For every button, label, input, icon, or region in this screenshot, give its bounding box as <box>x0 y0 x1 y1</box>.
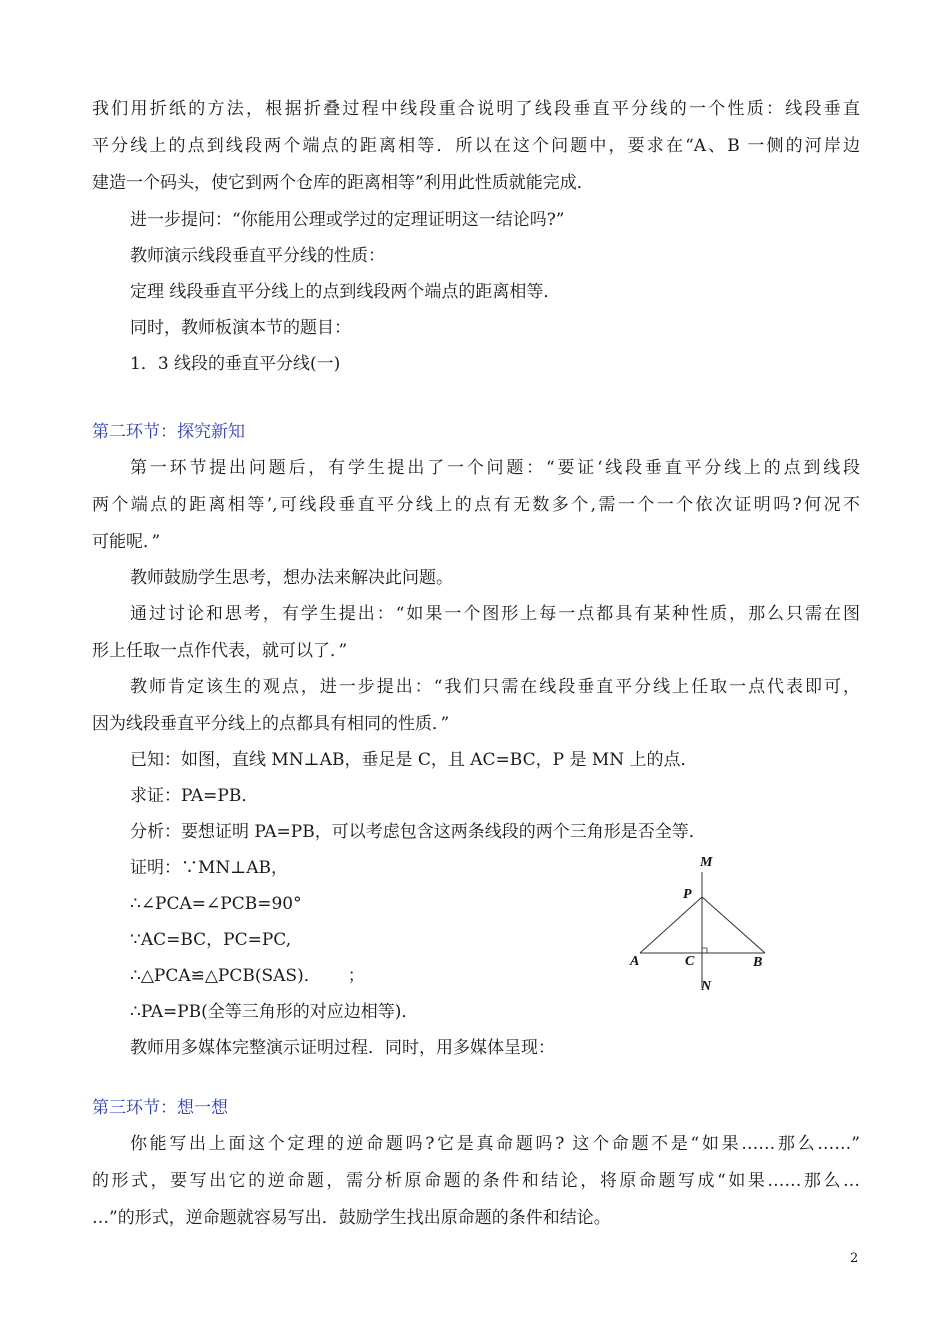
label-p: P <box>683 887 692 902</box>
converse-question-line: 的形式，要写出它的逆命题，需分析原命题的条件和结论，将原命题写成“如果……那么… <box>92 1171 860 1191</box>
proof-step: ∴∠PCA=∠PCB=90° <box>130 894 302 914</box>
intro-paragraph-line: 平分线上的点到线段两个端点的距离相等．所以在这个问题中，要求在“A、B 一侧的河岸边 <box>92 136 860 156</box>
analysis-statement: 分析：要想证明 PA=PB，可以考虑包含这两条线段的两个三角形是否全等． <box>130 822 706 842</box>
proof-step: 证明：∵MN⊥AB， <box>130 858 289 878</box>
label-n: N <box>701 979 712 994</box>
label-b: B <box>753 955 763 970</box>
section-3-heading: 第三环节：想一想 <box>92 1098 228 1118</box>
right-angle-mark <box>702 948 707 953</box>
section-title: 1．3 线段的垂直平分线(一) <box>130 354 341 374</box>
student-question-line: 第一环节提出问题后，有学生提出了一个问题：“要证‘线段垂直平分线上的点到线段 <box>130 458 860 478</box>
follow-up-question: 进一步提问：“你能用公理或学过的定理证明这一结论吗?” <box>130 210 565 230</box>
proof-step: ∵AC=BC，PC=PC, <box>130 930 292 950</box>
teacher-affirm-line: 教师肯定该生的观点，进一步提出：“我们只需在线段垂直平分线上任取一点代表即可， <box>130 677 860 697</box>
teacher-encourage-text: 教师鼓励学生思考，想办法来解决此问题。 <box>130 568 453 588</box>
discussion-line: 通过讨论和思考，有学生提出：“如果一个图形上每一点都具有某种性质，那么只需在图 <box>130 604 860 624</box>
converse-question-line: …”的形式，逆命题就容易写出．鼓励学生找出原命题的条件和结论。 <box>92 1208 611 1228</box>
page-number: 2 <box>850 1251 859 1266</box>
proof-step: ∴PA=PB(全等三角形的对应边相等)． <box>130 1002 419 1022</box>
intro-paragraph-line: 我们用折纸的方法，根据折叠过程中线段重合说明了线段垂直平分线的一个性质：线段垂直 <box>92 99 860 119</box>
segment-pa <box>640 897 702 953</box>
theorem-statement: 定理 线段垂直平分线上的点到线段两个端点的距离相等． <box>130 282 561 302</box>
discussion-line: 形上任取一点作代表，就可以了．” <box>92 641 348 661</box>
to-prove-statement: 求证：PA=PB． <box>130 786 259 806</box>
multimedia-demo-text: 教师用多媒体完整演示证明过程．同时，用多媒体呈现： <box>130 1038 555 1058</box>
section-2-heading: 第二环节：探究新知 <box>92 422 245 442</box>
student-question-line: 可能呢．” <box>92 532 161 552</box>
segment-pb <box>702 897 765 953</box>
converse-question-line: 你能写出上面这个定理的逆命题吗?它是真命题吗? 这个命题不是“如果……那么……” <box>130 1134 860 1154</box>
teacher-demo-text: 教师演示线段垂直平分线的性质： <box>130 246 385 266</box>
label-a: A <box>630 954 640 969</box>
board-title-intro: 同时，教师板演本节的题目： <box>130 318 351 338</box>
intro-paragraph-line: 建造一个码头，使它到两个仓库的距离相等”利用此性质就能完成． <box>92 173 594 193</box>
given-statement: 已知：如图，直线 MN⊥AB，垂足是 C，且 AC=BC，P 是 MN 上的点． <box>130 750 698 770</box>
perpendicular-bisector-figure <box>622 850 772 995</box>
proof-step: ∴△PCA≌△PCB(SAS)． ； <box>130 966 365 986</box>
teacher-affirm-line: 因为线段垂直平分线上的点都具有相同的性质．” <box>92 714 450 734</box>
student-question-line: 两个端点的距离相等’,可线段垂直平分线上的点有无数多个,需一个一个依次证明吗?何况不 <box>92 495 860 515</box>
label-c: C <box>685 954 695 969</box>
label-m: M <box>700 855 713 870</box>
